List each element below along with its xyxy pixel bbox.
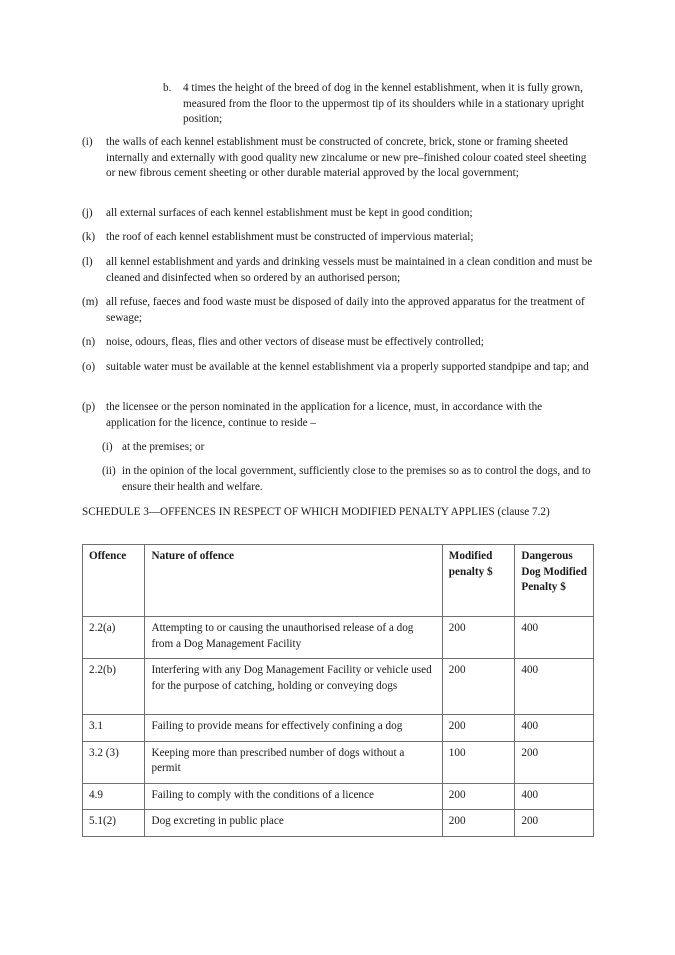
cell-offence: 2.2(b): [83, 659, 145, 715]
list-item-o: [82, 360, 594, 376]
cell-dangerous-penalty: 400: [515, 783, 594, 810]
list-item-text: suitable water must be available at the kennel establishment via a properly supported standpipe and tap; and: [106, 361, 589, 373]
table-row: [83, 659, 594, 715]
list-item-text: the walls of each kennel establishment must be constructed of concrete, brick, stone or framing sheeted internally and externally with good quality new zincalume or new pre–finished colour coated steel sheeting or new fibrous cement sheeting or other durable material approved by the local government;: [106, 136, 587, 179]
list-item-i: [82, 135, 594, 182]
header-dangerous-dog-penalty: Dangerous Dog Modified Penalty $: [515, 545, 594, 617]
cell-modified-penalty: 200: [442, 783, 515, 810]
list-item-m: [82, 295, 594, 326]
cell-nature: Failing to provide means for effectively confining a dog: [145, 715, 442, 742]
cell-modified-penalty: 200: [442, 617, 515, 659]
cell-offence: 2.2(a): [83, 617, 145, 659]
cell-nature: Keeping more than prescribed number of dogs without a permit: [145, 741, 442, 783]
list-item-text: the roof of each kennel establishment must be constructed of impervious material;: [106, 231, 474, 243]
cell-dangerous-penalty: 200: [515, 741, 594, 783]
cell-nature: Dog excreting in public place: [145, 810, 442, 837]
cell-modified-penalty: 200: [442, 659, 515, 715]
list-item-text: noise, odours, fleas, flies and other vectors of disease must be effectively controlled;: [106, 336, 484, 348]
header-offence: Offence: [83, 545, 145, 617]
list-marker: (i): [82, 136, 93, 148]
table-row: [83, 741, 594, 783]
cell-offence: 5.1(2): [83, 810, 145, 837]
list-item-text: 4 times the height of the breed of dog in the kennel establishment, when it is fully grown, measured from the floor to the uppermost tip of its shoulders while in a stationary upright position;: [183, 82, 585, 125]
cell-offence: 4.9: [83, 783, 145, 810]
cell-nature: Failing to comply with the conditions of a licence: [145, 783, 442, 810]
cell-dangerous-penalty: 400: [515, 659, 594, 715]
cell-nature: Attempting to or causing the unauthorised release of a dog from a Dog Management Facility: [145, 617, 442, 659]
sub-list-item-ii: [102, 464, 594, 495]
list-marker: b.: [163, 82, 172, 94]
table-row: [83, 715, 594, 742]
list-item-b: [163, 81, 595, 128]
table-header-row: [83, 545, 594, 617]
table-row: [83, 617, 594, 659]
list-item-text: all external surfaces of each kennel establishment must be kept in good condition;: [106, 207, 473, 219]
list-item-j: [82, 206, 594, 222]
list-marker: (n): [82, 336, 96, 348]
list-item-text: the licensee or the person nominated in the application for a licence, must, in accordance with the application for the licence, continue to reside –: [106, 401, 543, 429]
list-item-p: [82, 400, 594, 431]
list-item-text: all refuse, faeces and food waste must be disposed of daily into the approved apparatus for the treatment of sewage;: [106, 296, 585, 324]
header-modified-penalty: Modified penalty $: [442, 545, 515, 617]
cell-offence: 3.1: [83, 715, 145, 742]
cell-dangerous-penalty: 400: [515, 715, 594, 742]
list-item-text: all kennel establishment and yards and drinking vessels must be maintained in a clean condition and must be cleaned and disinfected when so ordered by an authorised person;: [106, 256, 593, 284]
list-marker: (l): [82, 256, 93, 268]
schedule-heading: SCHEDULE 3—OFFENCES IN RESPECT OF WHICH MODIFIED PENALTY APPLIES (clause 7.2): [82, 506, 550, 518]
sub-list-item-i: [102, 440, 594, 456]
cell-offence: 3.2 (3): [83, 741, 145, 783]
list-item-text: in the opinion of the local government, sufficiently close to the premises so as to control the dogs, and to ensure their health and welfare.: [122, 465, 591, 493]
list-marker: (i): [102, 441, 113, 453]
list-marker: (k): [82, 231, 96, 243]
cell-dangerous-penalty: 400: [515, 617, 594, 659]
list-item-l: [82, 255, 594, 286]
table-row: [83, 783, 594, 810]
cell-modified-penalty: 200: [442, 810, 515, 837]
list-marker: (ii): [102, 465, 116, 477]
list-marker: (m): [82, 296, 99, 308]
list-marker: (p): [82, 401, 96, 413]
table-row: [83, 810, 594, 837]
penalty-table: [82, 544, 594, 837]
list-item-k: [82, 230, 594, 246]
cell-dangerous-penalty: 200: [515, 810, 594, 837]
cell-modified-penalty: 100: [442, 741, 515, 783]
cell-nature: Interfering with any Dog Management Facility or vehicle used for the purpose of catching, holding or conveying dogs: [145, 659, 442, 715]
list-item-n: [82, 335, 594, 351]
header-nature-of-offence: Nature of offence: [145, 545, 442, 617]
list-item-text: at the premises; or: [122, 441, 205, 453]
list-marker: (o): [82, 361, 96, 373]
list-marker: (j): [82, 207, 93, 219]
cell-modified-penalty: 200: [442, 715, 515, 742]
